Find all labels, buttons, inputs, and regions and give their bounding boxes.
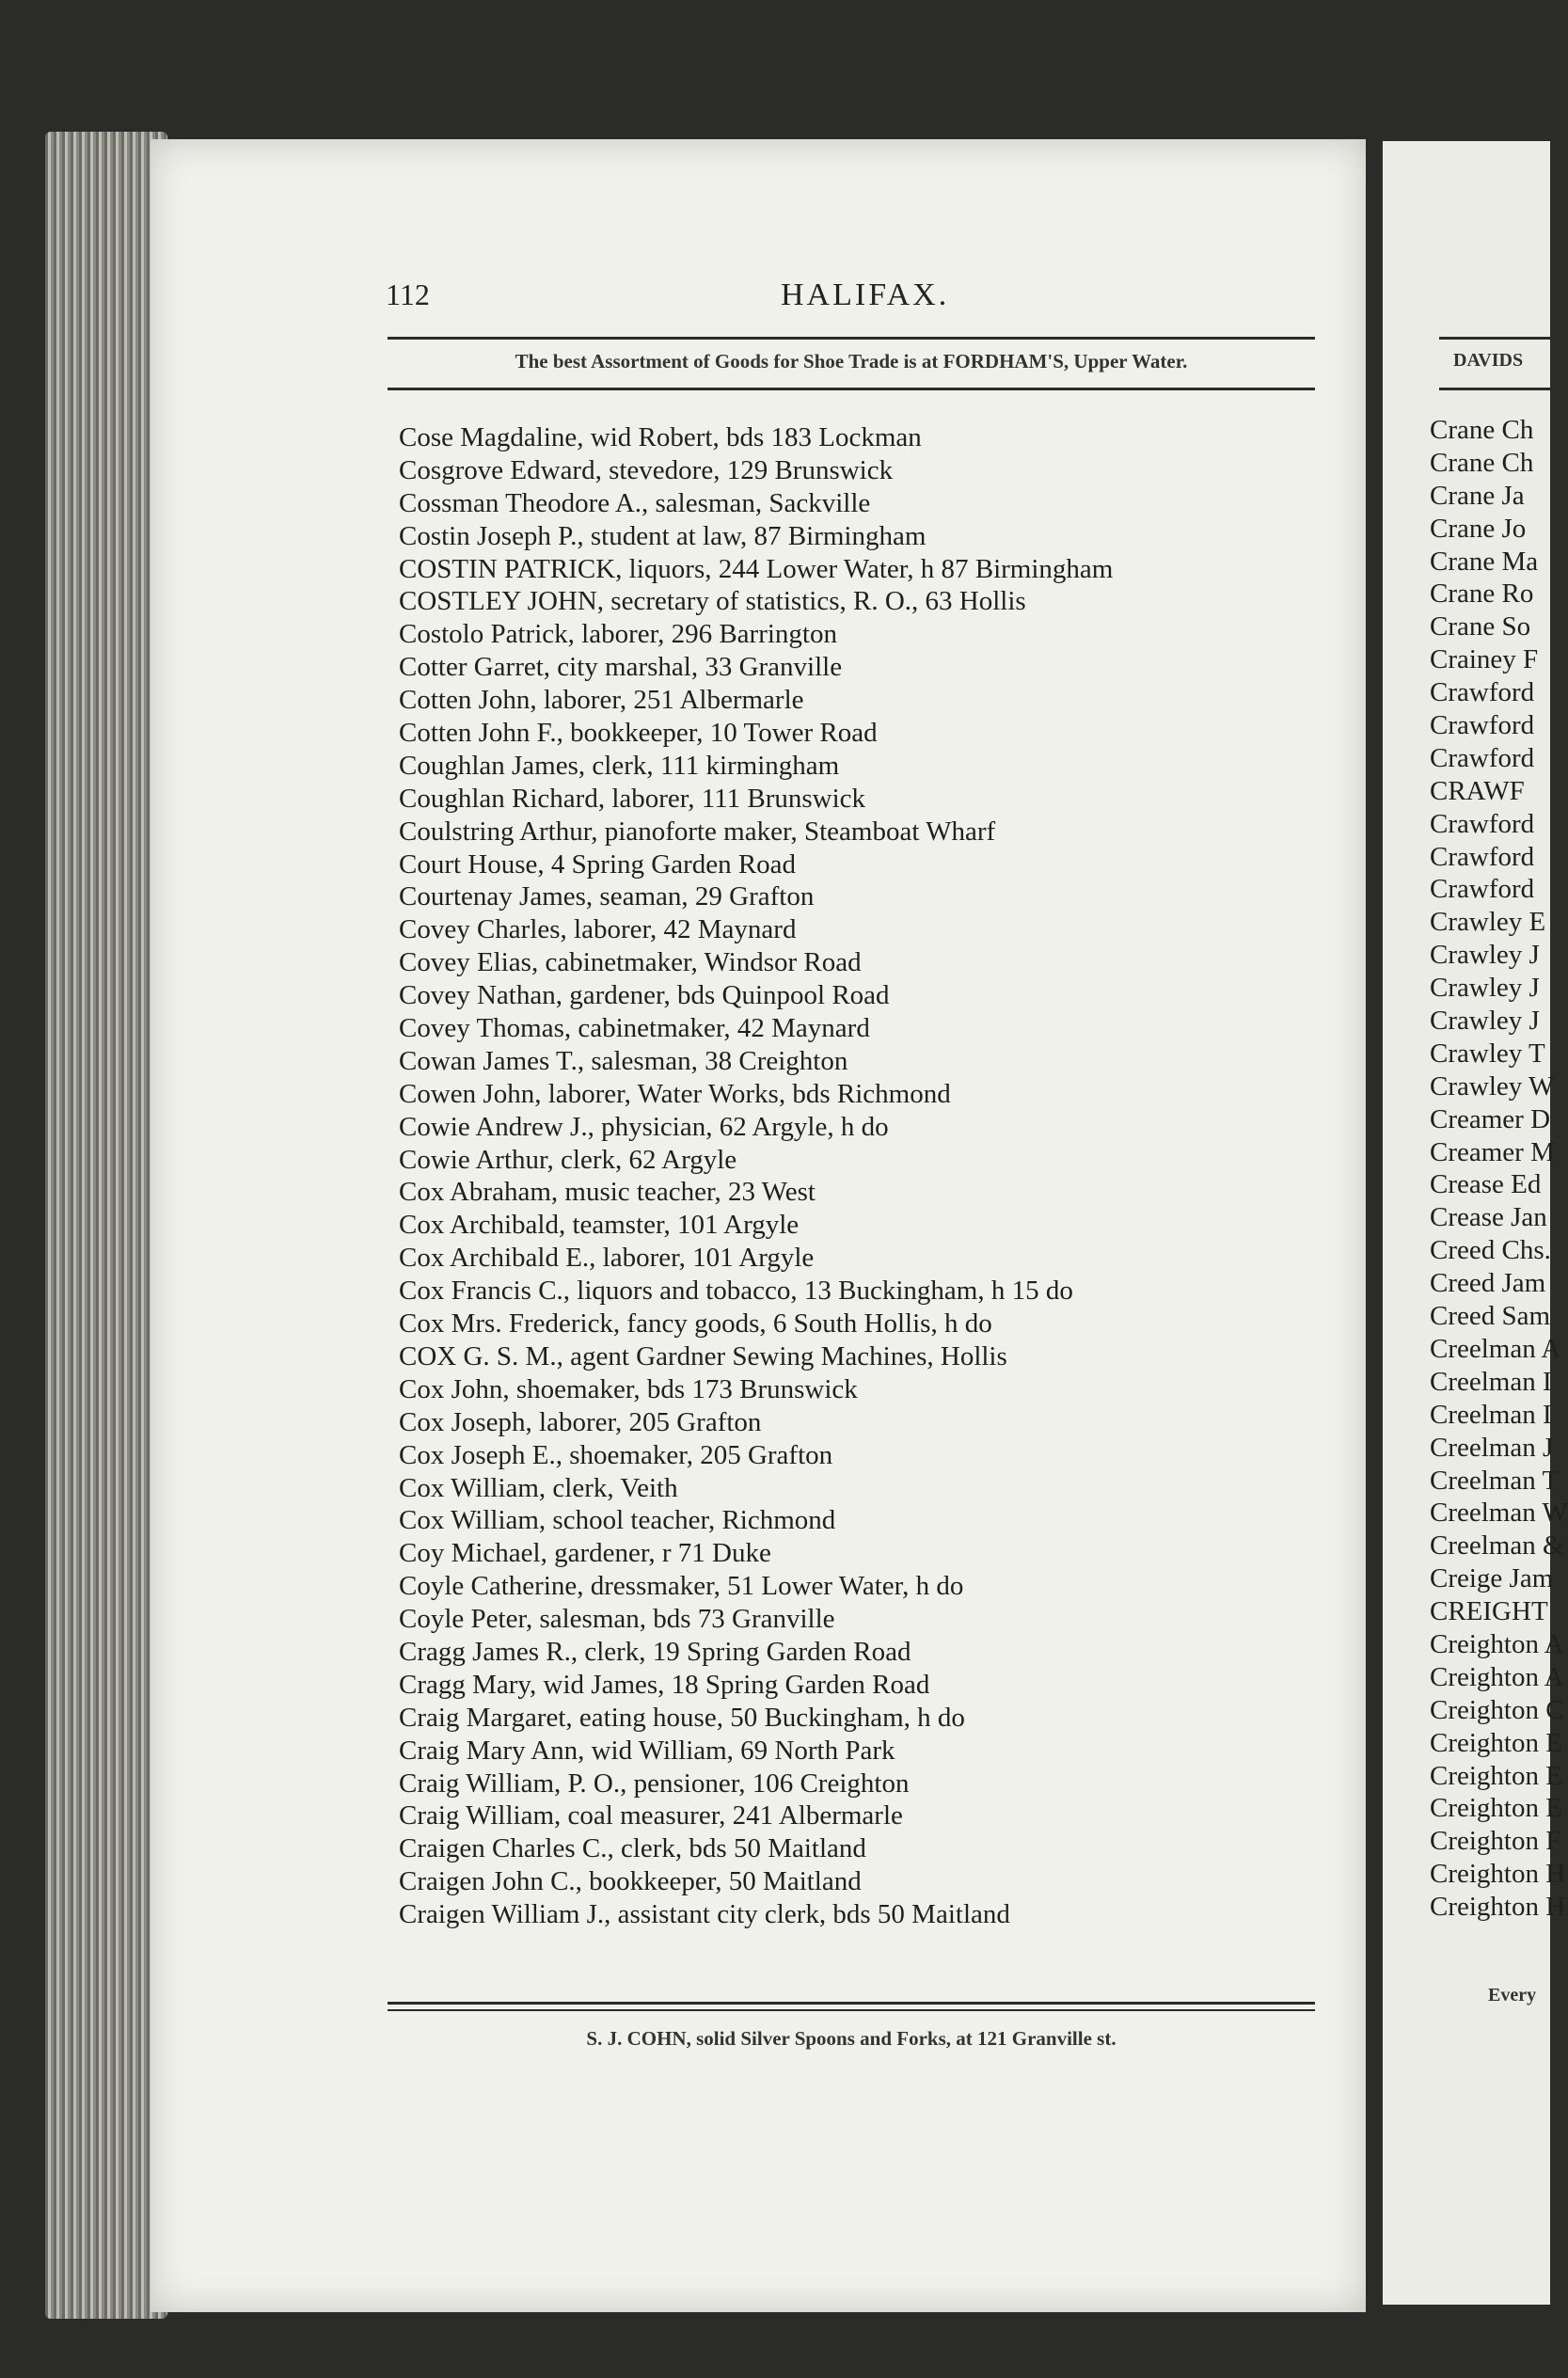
facing-entry: Crawford [1430,677,1535,708]
directory-entry: Cotten John F., bookkeeper, 10 Tower Road [399,718,878,749]
directory-entry: Cowan James T., salesman, 38 Creighton [399,1045,848,1076]
directory-entry: Cox Archibald, teamster, 101 Argyle [399,1210,800,1241]
facing-entry: Crease Ed [1430,1169,1542,1200]
facing-entry: Creelman A [1430,1333,1561,1364]
facing-entry: Creighton H [1430,1859,1566,1890]
directory-entry: Cossman Theodore A., salesman, Sackville [399,487,871,518]
facing-entries [1430,414,1568,1924]
facing-entry: Crainey F [1430,644,1539,675]
facing-entry: Crawley T [1430,1038,1545,1069]
directory-entry: Craig William, coal measurer, 241 Albermarle [399,1800,903,1831]
facing-rule-bottom [1439,388,1550,390]
facing-entry: Crawford [1430,874,1535,905]
facing-entry: Creighton H [1430,1892,1566,1923]
facing-entry: Crease Jan [1430,1202,1547,1233]
directory-entry: Cotten John, laborer, 251 Albermarle [399,685,804,716]
facing-entry: Creighton C [1430,1694,1564,1725]
facing-entry: CRAWF [1430,775,1525,806]
facing-entry: Creelman I [1430,1399,1552,1430]
directory-entries [399,421,1358,1931]
directory-entry: Cox William, school teacher, Richmond [399,1505,836,1536]
page-number: 112 [386,277,430,311]
facing-entry: Creelman T [1430,1465,1560,1496]
page-header [386,277,1317,325]
directory-entry: Craig William, P. O., pensioner, 106 Creighton [399,1768,910,1799]
directory-entry: Cox John, shoemaker, bds 173 Brunswick [399,1373,858,1404]
facing-entry: Creighton E [1430,1727,1562,1758]
directory-entry: Craigen Charles C., clerk, bds 50 Maitland [399,1833,866,1864]
facing-entry: Creed Sam [1430,1301,1551,1332]
facing-entry: Crane So [1430,611,1531,642]
directory-entry: Cragg James R., clerk, 19 Spring Garden Road [399,1636,911,1667]
directory-entry: Craig Mary Ann, wid William, 69 North Park [399,1735,895,1766]
directory-entry: Coughlan James, clerk, 111 kirmingham [399,750,840,781]
directory-entry: Cox Joseph, laborer, 205 Grafton [399,1406,762,1437]
directory-entry: Cowie Andrew J., physician, 62 Argyle, h do [399,1111,889,1142]
directory-entry: Cox Joseph E., shoemaker, 205 Grafton [399,1439,833,1470]
directory-entry: Covey Elias, cabinetmaker, Windsor Road [399,947,862,978]
facing-entry: Creige Jam [1430,1563,1554,1594]
directory-entry: Covey Thomas, cabinetmaker, 42 Maynard [399,1013,870,1044]
directory-entry: Cosgrove Edward, stevedore, 129 Brunswick [399,454,894,485]
directory-entry: Cowie Arthur, clerk, 62 Argyle [399,1144,737,1175]
facing-entry: Crawley J [1430,1006,1540,1037]
header-rule-top [388,337,1315,340]
directory-entry: Cose Magdaline, wid Robert, bds 183 Lockman [399,422,922,452]
facing-entry: Creelman W [1430,1498,1568,1529]
directory-entry: Coyle Peter, salesman, bds 73 Granville [399,1604,835,1635]
directory-entry: Costolo Patrick, laborer, 296 Barrington [399,619,837,650]
facing-banner: DAVIDS [1453,350,1524,371]
directory-entry: Cox Francis C., liquors and tobacco, 13 Buckingham, h 15 do [399,1276,1073,1307]
footer-rule-top [388,2002,1315,2005]
directory-entry: COSTIN PATRICK, liquors, 244 Lower Water, h 87 Birmingham [399,553,1114,584]
facing-entry: Creighton A [1430,1628,1564,1659]
facing-entry: Crane Ch [1430,415,1534,445]
facing-entry: Creed Jam [1430,1268,1546,1299]
facing-page [1383,141,1568,2305]
facing-entry: Creamer M [1430,1136,1555,1167]
facing-entry: Creighton F [1430,1826,1561,1857]
directory-entry: Coughlan Richard, laborer, 111 Brunswick [399,783,866,814]
bottom-banner: S. J. COHN, solid Silver Spoons and Forks, at 121 Granville st. [586,2027,1117,2050]
directory-entry: Courtenay James, seaman, 29 Grafton [399,881,815,912]
facing-entry: Crawley E [1430,907,1546,938]
running-head: HALIFAX. [781,277,950,312]
directory-entry: COX G. S. M., agent Gardner Sewing Machines, Hollis [399,1340,1007,1371]
directory-entry: Coyle Catherine, dressmaker, 51 Lower Water, h do [399,1571,964,1602]
directory-entry: Cowen John, laborer, Water Works, bds Richmond [399,1078,951,1109]
facing-footer: Every [1488,1985,1537,2005]
directory-entry: Cox William, clerk, Veith [399,1472,678,1503]
top-banner: The best Assortment of Goods for Shoe Trade is at FORDHAM'S, Upper Water. [515,350,1188,373]
facing-entry: Creighton E [1430,1793,1562,1824]
directory-entry: Covey Charles, laborer, 42 Maynard [399,914,797,945]
facing-entry: Creelman & [1430,1530,1564,1562]
facing-entry: Creighton E [1430,1760,1562,1791]
facing-entry: Creamer D [1430,1103,1551,1134]
facing-entry: Crawford [1430,808,1535,839]
directory-entry: Coulstring Arthur, pianoforte maker, Steamboat Wharf [399,816,996,847]
facing-entry: Creelman I [1430,1366,1552,1397]
directory-entry: Costin Joseph P., student at law, 87 Birmingham [399,520,927,551]
facing-entry: Creelman J [1430,1432,1554,1463]
directory-entry: Coy Michael, gardener, r 71 Duke [399,1538,771,1569]
book-page-edges [45,132,167,2319]
facing-entry: Crawley J [1430,973,1540,1004]
facing-entry: Creighton A [1430,1661,1564,1692]
facing-entry: Creed Chs. [1430,1235,1551,1266]
directory-entry: Cox Mrs. Frederick, fancy goods, 6 South Hollis, h do [399,1308,992,1340]
facing-entry: Crane Ch [1430,447,1534,478]
facing-entry: Crawford [1430,841,1535,872]
directory-entry: Covey Nathan, gardener, bds Quinpool Road [399,980,890,1011]
directory-entry: Cragg Mary, wid James, 18 Spring Garden Road [399,1669,930,1700]
facing-entry: Crawley J [1430,940,1540,971]
facing-entry: Crane Ro [1430,579,1534,610]
facing-entry: Crane Ja [1430,480,1525,511]
facing-rule-top [1439,337,1550,340]
directory-entry: Cox Archibald E., laborer, 101 Argyle [399,1243,815,1274]
directory-entry: Court House, 4 Spring Garden Road [399,848,797,880]
directory-entry: Craigen John C., bookkeeper, 50 Maitland [399,1866,862,1897]
facing-entry: Crawley W [1430,1070,1555,1102]
facing-entry: Crawford [1430,710,1535,741]
facing-entry: Crane Jo [1430,513,1527,544]
facing-entry: Crawford [1430,742,1535,773]
directory-entry: Craigen William J., assistant city clerk, bds 50 Maitland [399,1899,1010,1930]
directory-entry: Craig Margaret, eating house, 50 Buckingham, h do [399,1702,965,1733]
footer-rule-bottom [388,2009,1315,2011]
directory-entry: COSTLEY JOHN, secretary of statistics, R. O., 63 Hollis [399,586,1026,617]
facing-entry: Crane Ma [1430,546,1539,577]
facing-entry: CREIGHT [1430,1596,1548,1627]
directory-entry: Cox Abraham, music teacher, 23 West [399,1177,816,1208]
header-rule-bottom [388,388,1315,390]
directory-entry: Cotter Garret, city marshal, 33 Granville [399,652,843,683]
